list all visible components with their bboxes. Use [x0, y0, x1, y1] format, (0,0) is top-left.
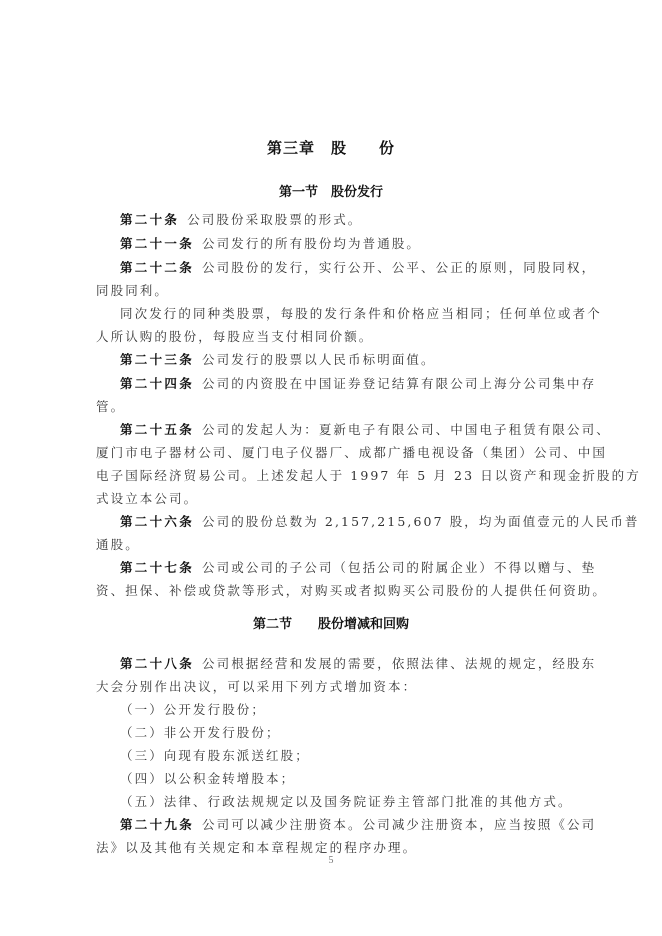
article-text: 公司的股份总数为 2,157,215,607 股，均为面值壹元的人民币普 [202, 514, 640, 529]
article-25 [120, 422, 611, 438]
list-item: （五）法律、行政法规规定以及国务院证券主管部门批准的其他方式。 [120, 794, 573, 809]
article-number: 第二十七条 [120, 560, 195, 575]
article-number: 第二十四条 [120, 376, 195, 391]
text-line: 法》以及其他有关规定和本章程规定的程序办理。 [96, 840, 418, 855]
article-text: 公司股份的发行，实行公开、公平、公正的原则，同股同权， [202, 260, 597, 275]
article-number: 第二十一条 [120, 236, 195, 251]
article-27 [120, 560, 597, 576]
article-text: 公司发行的股票以人民币标明面值。 [202, 352, 436, 367]
text-line: 大会分别作出决议，可以采用下列方式增加资本： [96, 679, 418, 694]
chapter-title: 第三章 股 份 [266, 139, 395, 157]
text-line: 厦门市电子器材公司、厦门电子仪器厂、成都广播电视设备（集团）公司、中国 [96, 445, 608, 460]
list-item: （二）非公开发行股份； [120, 725, 281, 740]
article-number: 第二十九条 [120, 817, 195, 832]
text-line: 同股同利。 [96, 283, 170, 298]
article-text: 公司可以减少注册资本。公司减少注册资本，应当按照《公司 [202, 817, 597, 832]
article-28 [120, 656, 597, 672]
article-number: 第二十六条 [120, 514, 195, 529]
article-number: 第二十条 [120, 212, 180, 227]
article-text: 公司股份采取股票的形式。 [187, 212, 363, 227]
article-number: 第二十五条 [120, 422, 195, 437]
text-line: 资、担保、补偿或贷款等形式，对购买或者拟购买公司股份的人提供任何资助。 [96, 583, 608, 598]
article-text: 公司或公司的子公司（包括公司的附属企业）不得以赠与、垫 [202, 560, 597, 575]
article-text: 公司的内资股在中国证券登记结算有限公司上海分公司集中存 [202, 376, 597, 391]
text-line: 管。 [96, 399, 126, 414]
text-line: 同次发行的同种类股票，每股的发行条件和价格应当相同；任何单位或者个 [120, 306, 602, 321]
article-22 [120, 260, 597, 276]
text-line: 通股。 [96, 537, 140, 552]
list-item: （三）向现有股东派送红股； [120, 748, 310, 763]
text-line: 电子国际经济贸易公司。上述发起人于 1997 年 5 月 23 日以资产和现金折股的方 [96, 468, 641, 483]
section-title-1: 第一节 股份发行 [278, 185, 383, 200]
article-text: 公司根据经营和发展的需要，依照法律、法规的规定，经股东 [202, 656, 597, 671]
list-item: （一）公开发行股份； [120, 702, 267, 717]
article-29 [120, 817, 597, 833]
article-24 [120, 376, 597, 392]
page-number: 5 [328, 855, 334, 866]
article-number: 第二十八条 [120, 656, 195, 671]
article-number: 第二十三条 [120, 352, 195, 367]
article-23 [120, 352, 566, 368]
article-26 [120, 514, 640, 530]
text-line: 式设立本公司。 [96, 491, 199, 506]
article-text: 公司的发起人为：夏新电子有限公司、中国电子租赁有限公司、 [202, 422, 611, 437]
article-text: 公司发行的所有股份均为普通股。 [202, 236, 422, 251]
section-title-2: 第二节 股份增减和回购 [252, 617, 409, 632]
article-number: 第二十二条 [120, 260, 195, 275]
article-21 [120, 236, 566, 252]
list-item: （四）以公积金转增股本； [120, 771, 296, 786]
article-20 [120, 212, 566, 228]
text-line: 人所认购的股份，每股应当支付相同价额。 [96, 329, 374, 344]
